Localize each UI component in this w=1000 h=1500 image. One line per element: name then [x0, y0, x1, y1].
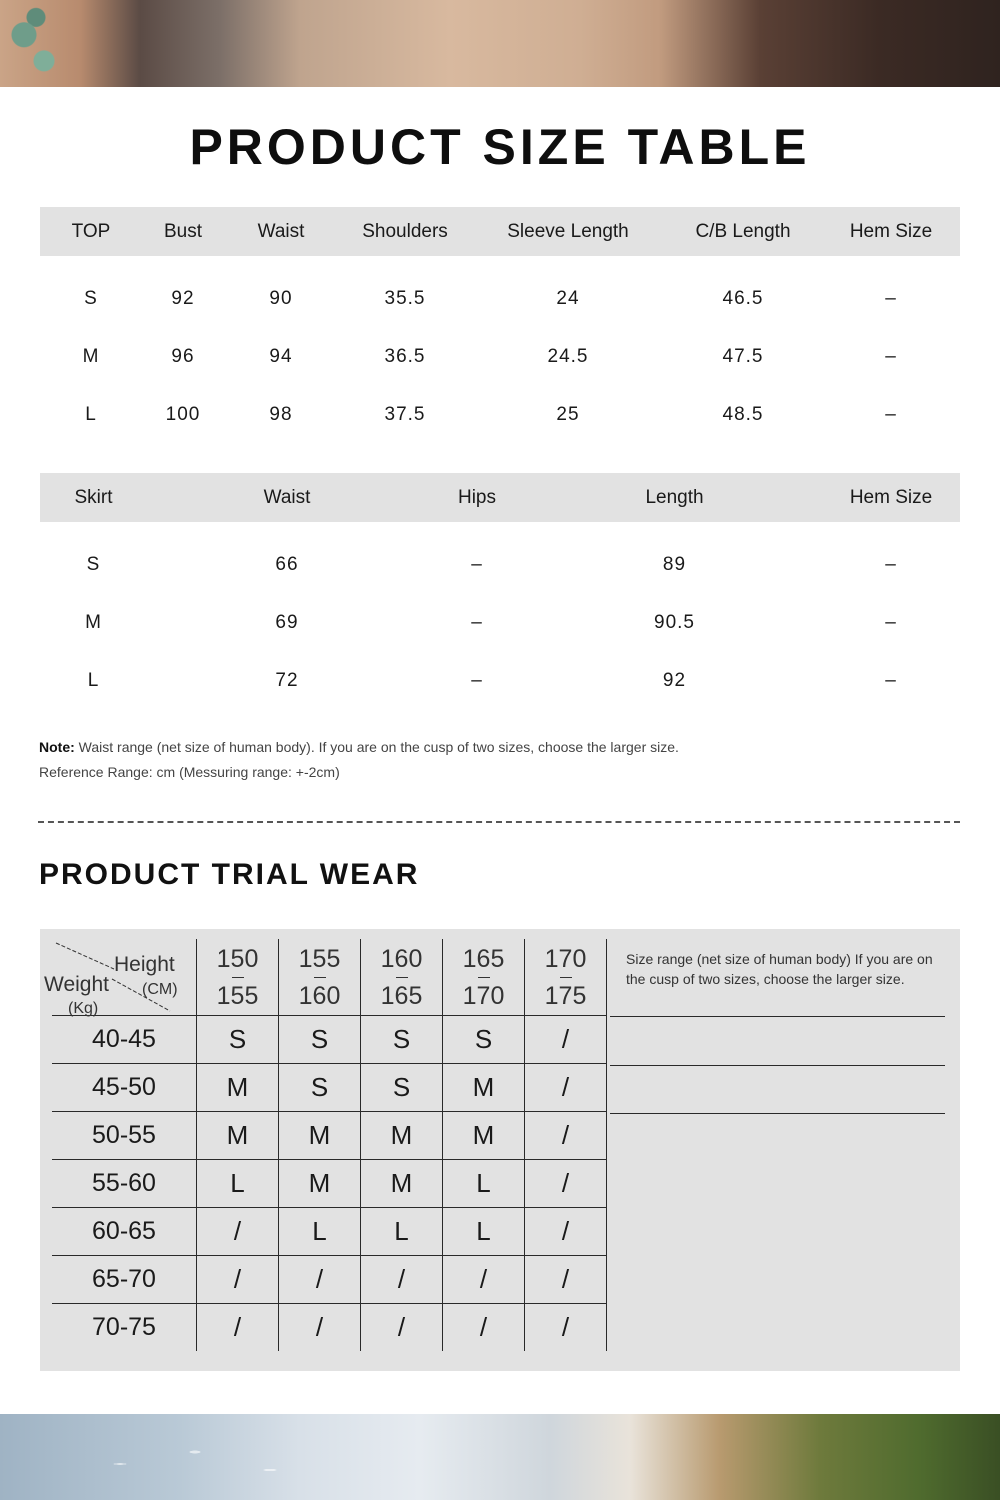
size-cell: /	[525, 1304, 607, 1352]
size-cell: /	[525, 1208, 607, 1256]
top-table-cell: –	[885, 346, 897, 367]
height-from: 170	[544, 944, 587, 973]
top-table-header-cell: Waist	[224, 207, 338, 256]
top-table-cell: 94	[269, 346, 293, 367]
size-cell: /	[525, 1064, 607, 1112]
skirt-table-header-cell: Length	[527, 473, 822, 522]
note-label: Note:	[39, 739, 75, 755]
weight-range-cell: 70-75	[52, 1304, 197, 1352]
note-text: Waist range (net size of human body). If you are on the cusp of two sizes, choose the larger size.	[74, 739, 679, 755]
top-table-cell: –	[885, 288, 897, 309]
size-cell: /	[197, 1256, 279, 1304]
size-cell: S	[279, 1064, 361, 1112]
skirt-table-cell: 72	[275, 670, 299, 691]
size-notes	[39, 735, 679, 785]
top-table-cell: 46.5	[722, 288, 764, 309]
size-cell: M	[361, 1160, 443, 1208]
note-line	[39, 735, 679, 760]
skirt-table-cell: –	[885, 612, 897, 633]
trial-wear-table	[44, 939, 607, 1351]
trial-row	[52, 1304, 607, 1352]
skirt-table-header-cell: Waist	[147, 473, 427, 522]
skirt-table-cell: 89	[662, 554, 687, 575]
height-range-cell	[443, 939, 525, 1016]
weight-range-cell: 50-55	[52, 1112, 197, 1160]
size-cell: L	[197, 1160, 279, 1208]
size-cell: S	[443, 1016, 525, 1064]
top-table-header-cell: Hem Size	[822, 207, 960, 256]
top-table-cell: M	[82, 346, 100, 367]
lace-detail-image	[60, 1434, 360, 1494]
size-cell: M	[197, 1064, 279, 1112]
height-to: 160	[298, 981, 341, 1010]
skirt-table-cell: 66	[275, 554, 299, 575]
height-to: 170	[462, 981, 505, 1010]
height-from: 165	[462, 944, 505, 973]
size-cell: /	[197, 1304, 279, 1352]
corner-cm-label: (CM)	[142, 981, 178, 998]
skirt-table-cell: 92	[662, 670, 687, 691]
skirt-table-cell: –	[471, 612, 483, 633]
reference-range: Reference Range: cm (Messuring range: +-2cm)	[39, 764, 340, 780]
size-cell: S	[361, 1016, 443, 1064]
table-spacer	[40, 522, 960, 536]
weight-range-cell: 55-60	[52, 1160, 197, 1208]
top-table-row	[40, 386, 960, 444]
trial-row	[52, 1064, 607, 1112]
skirt-table-cell: S	[86, 554, 101, 575]
skirt-table-cell: –	[885, 670, 897, 691]
spacer-cell	[40, 522, 960, 536]
skirt-table-row	[40, 594, 960, 652]
trial-row	[52, 1016, 607, 1064]
size-cell: M	[197, 1112, 279, 1160]
top-table-cell: 96	[171, 346, 195, 367]
skirt-table-cell: M	[85, 612, 102, 633]
trial-row	[52, 1112, 607, 1160]
size-cell: /	[279, 1256, 361, 1304]
top-table-row	[40, 270, 960, 328]
size-cell: /	[525, 1016, 607, 1064]
skirt-table-cell: –	[471, 670, 483, 691]
skirt-table-header-cell: Skirt	[40, 473, 147, 522]
size-cell: L	[361, 1208, 443, 1256]
size-cell: M	[443, 1064, 525, 1112]
top-table-cell: 25	[556, 404, 580, 425]
top-table-cell: 24.5	[547, 346, 589, 367]
top-table-cell: 37.5	[384, 404, 426, 425]
skirt-table-cell: 69	[275, 612, 299, 633]
top-table-cell: 48.5	[722, 404, 764, 425]
top-size-table	[40, 207, 960, 444]
size-cell: L	[443, 1160, 525, 1208]
top-table-header	[40, 207, 960, 256]
trial-row	[52, 1160, 607, 1208]
skirt-table-cell: 90.5	[654, 612, 695, 633]
height-range-cell	[361, 939, 443, 1016]
earring-image	[0, 0, 80, 87]
skirt-table-cell: –	[471, 554, 483, 575]
top-table-cell: 100	[165, 404, 201, 425]
height-from: 160	[380, 944, 423, 973]
corner-kg-label: (Kg)	[68, 1000, 99, 1017]
side-rule	[610, 1016, 945, 1017]
size-cell: /	[525, 1256, 607, 1304]
corner-height-label: Height	[114, 953, 175, 976]
trial-corner-cell	[44, 939, 197, 1017]
size-cell: S	[361, 1064, 443, 1112]
height-from: 150	[216, 944, 259, 973]
page-title: PRODUCT SIZE TABLE	[189, 119, 811, 175]
height-to: 155	[216, 981, 259, 1010]
table-spacer	[40, 256, 960, 270]
top-table-header-cell: Bust	[142, 207, 224, 256]
size-cell: M	[279, 1112, 361, 1160]
trial-row	[52, 1256, 607, 1304]
size-cell: /	[443, 1256, 525, 1304]
size-cell: M	[361, 1112, 443, 1160]
trial-header-row	[52, 939, 607, 1016]
size-cell: S	[197, 1016, 279, 1064]
height-range-cell	[197, 939, 279, 1016]
top-table-cell: 24	[556, 288, 580, 309]
skirt-table-row	[40, 536, 960, 594]
top-model-photo	[0, 0, 1000, 87]
trial-wear-title: PRODUCT TRIAL WEAR	[39, 858, 420, 891]
size-cell: M	[279, 1160, 361, 1208]
height-from: 155	[298, 944, 341, 973]
top-table-header-cell: C/B Length	[664, 207, 822, 256]
height-range-cell	[525, 939, 607, 1016]
size-cell: L	[443, 1208, 525, 1256]
skirt-table-cell: L	[87, 670, 100, 691]
size-cell: /	[279, 1304, 361, 1352]
top-table-header-cell: Sleeve Length	[472, 207, 664, 256]
size-cell: S	[279, 1016, 361, 1064]
top-table-cell: –	[885, 404, 897, 425]
trial-row	[52, 1208, 607, 1256]
size-cell: /	[361, 1256, 443, 1304]
top-table-cell: 92	[171, 288, 195, 309]
skirt-size-table	[40, 473, 960, 710]
top-table-cell: L	[85, 404, 97, 425]
height-to: 165	[380, 981, 423, 1010]
corner-weight-label: Weight	[44, 973, 109, 996]
side-rule	[610, 1113, 945, 1114]
skirt-table-cell: –	[885, 554, 897, 575]
size-cell: L	[279, 1208, 361, 1256]
weight-range-cell: 65-70	[52, 1256, 197, 1304]
top-table-cell: 90	[269, 288, 293, 309]
skirt-table-header	[40, 473, 960, 522]
top-table-cell: S	[84, 288, 98, 309]
top-table-cell: 98	[269, 404, 293, 425]
weight-range-cell: 60-65	[52, 1208, 197, 1256]
top-table-header-cell: TOP	[40, 207, 142, 256]
skirt-table-header-cell: Hips	[427, 473, 527, 522]
height-to: 175	[544, 981, 587, 1010]
top-table-cell: 35.5	[384, 288, 426, 309]
height-range-cell	[279, 939, 361, 1016]
weight-range-cell: 40-45	[52, 1016, 197, 1064]
size-cell: /	[361, 1304, 443, 1352]
trial-side-note: Size range (net size of human body) If you are on the cusp of two sizes, choose the larger size.	[626, 951, 933, 987]
size-cell: M	[443, 1112, 525, 1160]
size-cell: /	[443, 1304, 525, 1352]
top-table-row	[40, 328, 960, 386]
size-cell: /	[525, 1112, 607, 1160]
top-table-header-cell: Shoulders	[338, 207, 472, 256]
bottom-model-photo	[0, 1414, 1000, 1500]
dashed-divider	[38, 821, 960, 823]
spacer-cell	[40, 256, 960, 270]
weight-range-cell: 45-50	[52, 1064, 197, 1112]
top-table-cell: 36.5	[384, 346, 426, 367]
size-cell: /	[197, 1208, 279, 1256]
side-rule	[610, 1065, 945, 1066]
skirt-table-header-cell: Hem Size	[822, 473, 960, 522]
top-table-cell: 47.5	[722, 346, 764, 367]
size-cell: /	[525, 1160, 607, 1208]
skirt-table-row	[40, 652, 960, 710]
